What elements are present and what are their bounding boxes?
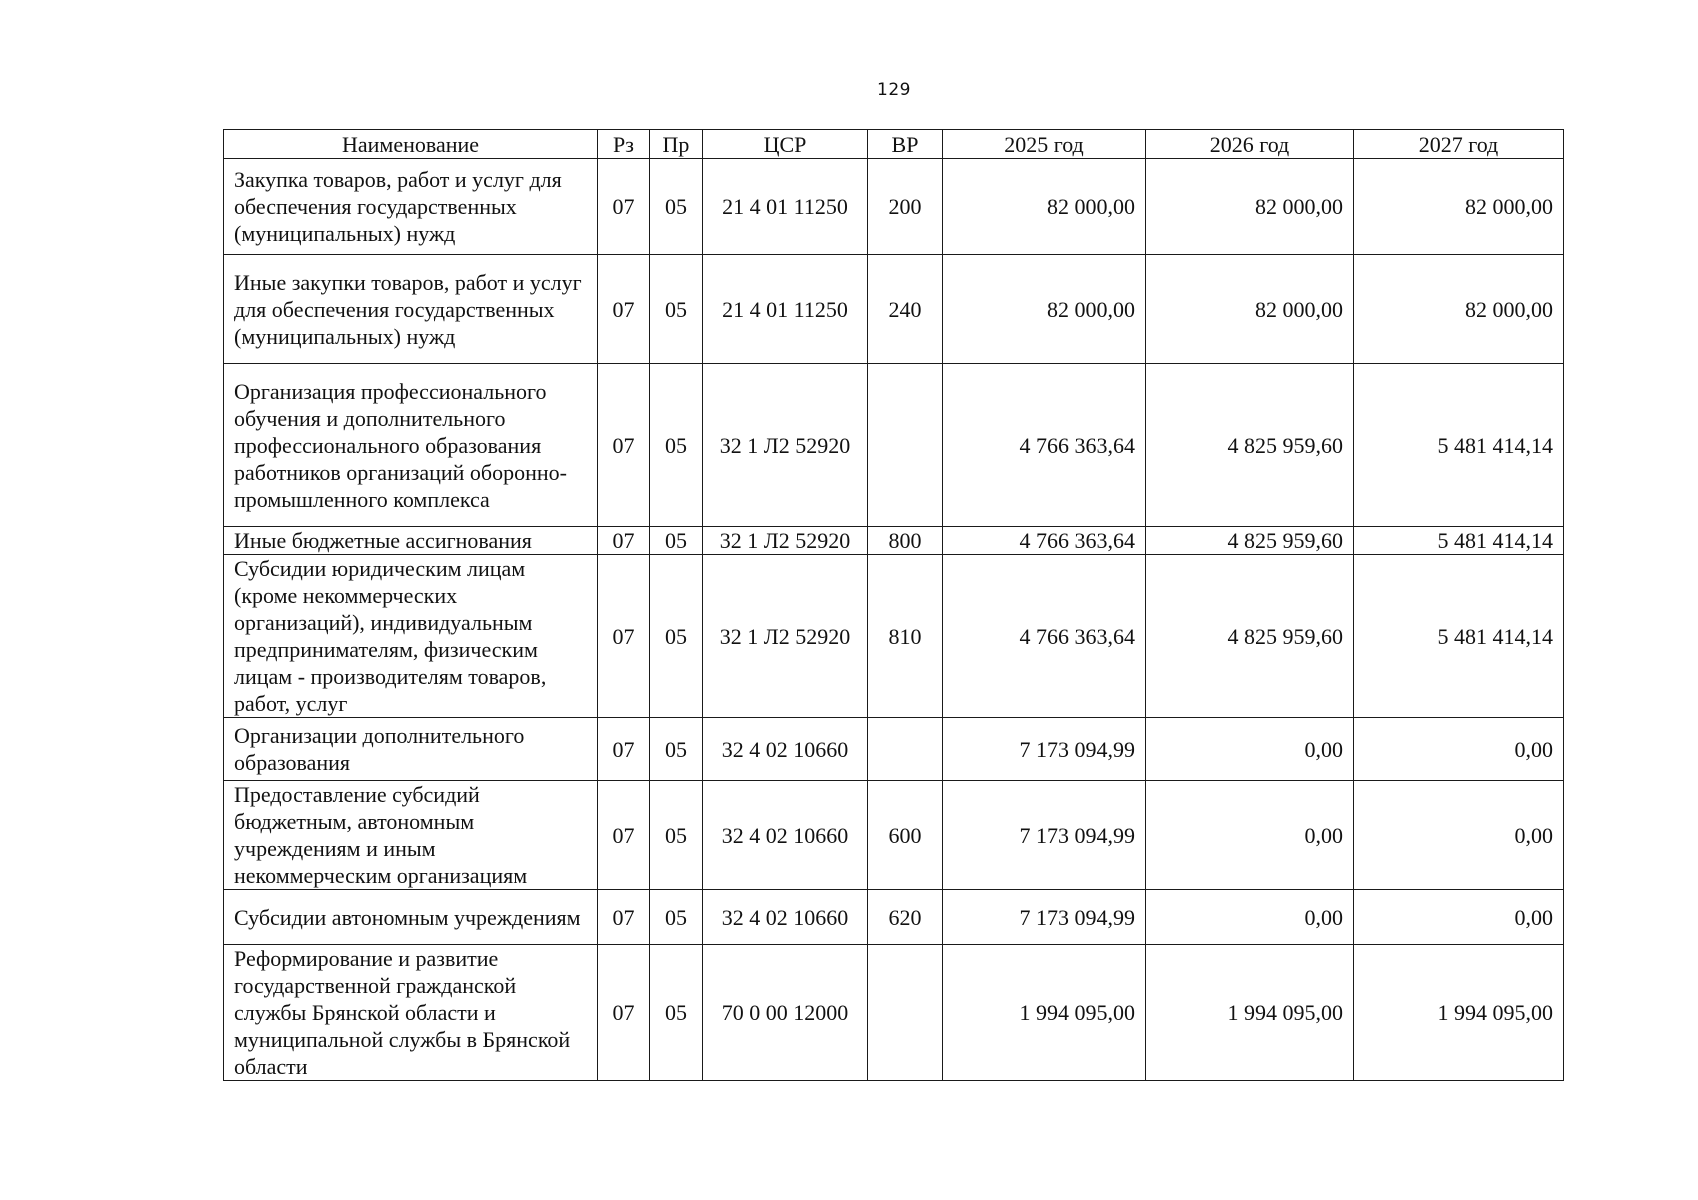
cell-name: Организации дополнительного образования [224, 718, 598, 781]
cell-pr: 05 [650, 255, 703, 364]
header-2025: 2025 год [943, 130, 1146, 159]
cell-csr: 21 4 01 11250 [703, 255, 868, 364]
cell-2025: 4 766 363,64 [943, 527, 1146, 555]
cell-name: Иные закупки товаров, работ и услуг для обеспечения государственных (муниципальных) нужд [224, 255, 598, 364]
cell-2026: 82 000,00 [1146, 255, 1354, 364]
cell-rz: 07 [598, 718, 650, 781]
cell-2025: 82 000,00 [943, 255, 1146, 364]
cell-2026: 1 994 095,00 [1146, 945, 1354, 1081]
cell-2026: 0,00 [1146, 890, 1354, 945]
table-row [224, 364, 1564, 527]
header-row [224, 130, 1564, 159]
header-pr: Пр [650, 130, 703, 159]
cell-vr [868, 718, 943, 781]
table-row [224, 159, 1564, 255]
header-rz: Рз [598, 130, 650, 159]
cell-rz: 07 [598, 527, 650, 555]
cell-2027: 5 481 414,14 [1354, 555, 1564, 718]
cell-csr: 32 1 Л2 52920 [703, 555, 868, 718]
cell-vr: 620 [868, 890, 943, 945]
cell-rz: 07 [598, 945, 650, 1081]
cell-2027: 1 994 095,00 [1354, 945, 1564, 1081]
cell-2025: 7 173 094,99 [943, 781, 1146, 890]
cell-vr: 200 [868, 159, 943, 255]
cell-rz: 07 [598, 890, 650, 945]
cell-rz: 07 [598, 159, 650, 255]
table-row [224, 781, 1564, 890]
cell-rz: 07 [598, 255, 650, 364]
cell-rz: 07 [598, 781, 650, 890]
cell-pr: 05 [650, 890, 703, 945]
table-row [224, 527, 1564, 555]
cell-2026: 82 000,00 [1146, 159, 1354, 255]
header-name: Наименование [224, 130, 598, 159]
cell-name: Реформирование и развитие государственной гражданской службы Брянской области и муниципальной службы в Брянской области [224, 945, 598, 1081]
cell-pr: 05 [650, 555, 703, 718]
cell-name: Субсидии автономным учреждениям [224, 890, 598, 945]
cell-pr: 05 [650, 159, 703, 255]
header-csr: ЦСР [703, 130, 868, 159]
header-2027: 2027 год [1354, 130, 1564, 159]
cell-2027: 0,00 [1354, 781, 1564, 890]
cell-name: Предоставление субсидий бюджетным, автономным учреждениям и иным некоммерческим организациям [224, 781, 598, 890]
page-number: 129 [877, 80, 911, 100]
cell-name: Субсидии юридическим лицам (кроме некоммерческих организаций), индивидуальным предпринимателям, физическим лицам - производителям товаров, работ, услуг [224, 555, 598, 718]
cell-2025: 7 173 094,99 [943, 890, 1146, 945]
cell-vr: 810 [868, 555, 943, 718]
table-row [224, 945, 1564, 1081]
table-row [224, 255, 1564, 364]
cell-2025: 7 173 094,99 [943, 718, 1146, 781]
table-row [224, 555, 1564, 718]
table-row [224, 718, 1564, 781]
cell-2027: 0,00 [1354, 890, 1564, 945]
cell-pr: 05 [650, 945, 703, 1081]
budget-table [223, 129, 1564, 1081]
header-vr: ВР [868, 130, 943, 159]
cell-pr: 05 [650, 527, 703, 555]
cell-2026: 0,00 [1146, 781, 1354, 890]
cell-2025: 1 994 095,00 [943, 945, 1146, 1081]
cell-2026: 4 825 959,60 [1146, 527, 1354, 555]
cell-vr: 600 [868, 781, 943, 890]
cell-2026: 4 825 959,60 [1146, 364, 1354, 527]
cell-name: Организация профессионального обучения и дополнительного профессионального образования работников организаций оборонно-промышленного комплекса [224, 364, 598, 527]
cell-name: Иные бюджетные ассигнования [224, 527, 598, 555]
cell-vr [868, 945, 943, 1081]
cell-2025: 82 000,00 [943, 159, 1146, 255]
cell-2025: 4 766 363,64 [943, 555, 1146, 718]
cell-csr: 21 4 01 11250 [703, 159, 868, 255]
cell-vr: 800 [868, 527, 943, 555]
header-2026: 2026 год [1146, 130, 1354, 159]
cell-csr: 32 4 02 10660 [703, 781, 868, 890]
cell-csr: 32 4 02 10660 [703, 718, 868, 781]
cell-2025: 4 766 363,64 [943, 364, 1146, 527]
cell-pr: 05 [650, 364, 703, 527]
cell-2026: 4 825 959,60 [1146, 555, 1354, 718]
cell-rz: 07 [598, 364, 650, 527]
table-row [224, 890, 1564, 945]
cell-vr [868, 364, 943, 527]
cell-2027: 82 000,00 [1354, 255, 1564, 364]
cell-2027: 82 000,00 [1354, 159, 1564, 255]
cell-vr: 240 [868, 255, 943, 364]
cell-csr: 32 1 Л2 52920 [703, 527, 868, 555]
cell-csr: 70 0 00 12000 [703, 945, 868, 1081]
cell-2027: 5 481 414,14 [1354, 527, 1564, 555]
cell-csr: 32 1 Л2 52920 [703, 364, 868, 527]
cell-rz: 07 [598, 555, 650, 718]
cell-name: Закупка товаров, работ и услуг для обеспечения государственных (муниципальных) нужд [224, 159, 598, 255]
cell-csr: 32 4 02 10660 [703, 890, 868, 945]
cell-2027: 5 481 414,14 [1354, 364, 1564, 527]
cell-2026: 0,00 [1146, 718, 1354, 781]
cell-2027: 0,00 [1354, 718, 1564, 781]
cell-pr: 05 [650, 718, 703, 781]
cell-pr: 05 [650, 781, 703, 890]
